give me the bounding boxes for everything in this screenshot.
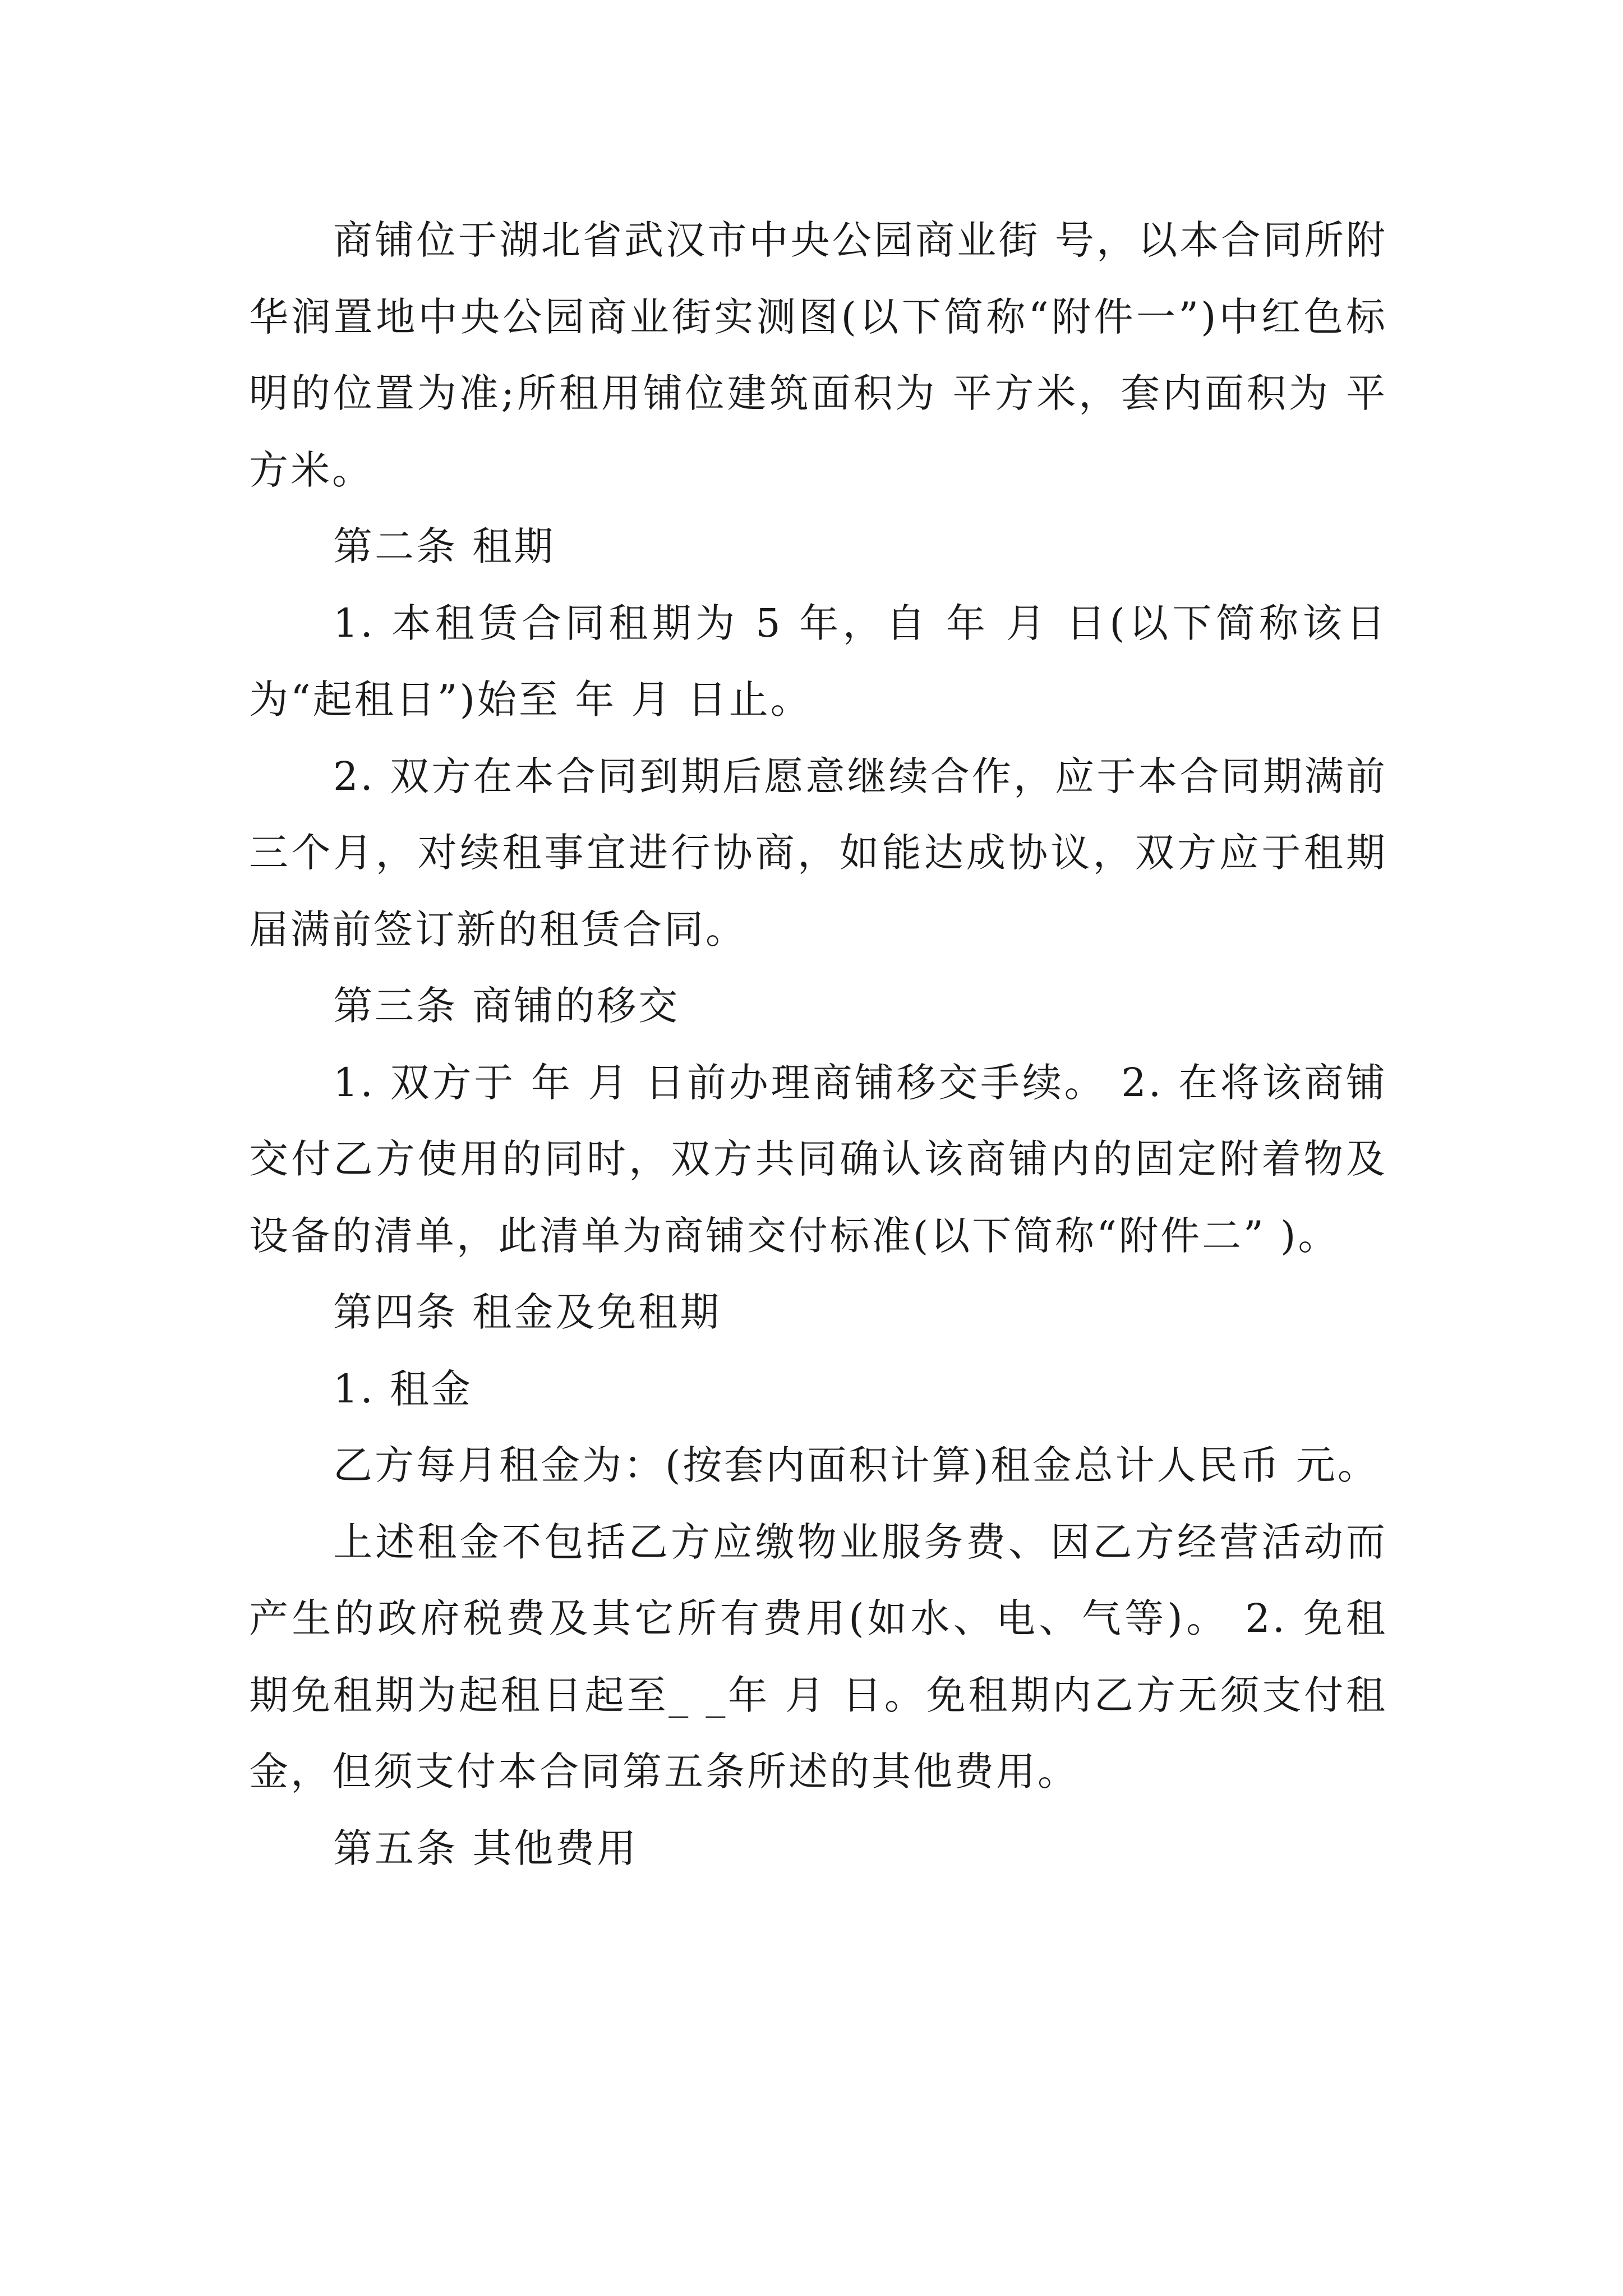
article-4-subheading-rent: 1. 租金 [333,1365,473,1412]
document-body [249,202,1387,1887]
article-4-rent-exclusions: 上述租金不包括乙方应缴物业服务费、因乙方经营活动而产生的政府税费及其它所有费用(如水、电、气等)。 2. 免租期免租期为起租日起至_ _年 月 日。免租期内乙方无须支付租金，但须支付本合同第五条所述的其他费用。 [249,1519,1387,1795]
article-2-clause-1: 1. 本租赁合同租期为 5 年，自 年 月 日(以下简称该日为“起租日”)始至 年 月 日止。 [249,600,1387,723]
paragraph-shop-location: 商铺位于湖北省武汉市中央公园商业街 号，以本合同所附华润置地中央公园商业街实测图(以下简称“附件一”)中红色标明的位置为准;所租用铺位建筑面积为 平方米，套内面积为 平方米。 [249,217,1387,493]
article-2-clause-2: 2. 双方在本合同到期后愿意继续合作，应于本合同期满前三个月，对续租事宜进行协商，如能达成协议，双方应于租期届满前签订新的租赁合同。 [249,753,1387,953]
article-3-heading: 第三条 商铺的移交 [333,983,680,1029]
article-5-heading: 第五条 其他费用 [333,1825,639,1871]
article-4-heading: 第四条 租金及免租期 [333,1289,722,1335]
article-2-heading: 第二条 租期 [333,523,556,569]
article-4-monthly-rent: 乙方每月租金为：(按套内面积计算)租金总计人民币 元。 [333,1442,1379,1488]
article-3-clauses: 1. 双方于 年 月 日前办理商铺移交手续。 2. 在将该商铺交付乙方使用的同时，双方共同确认该商铺内的固定附着物及设备的清单，此清单为商铺交付标准(以下简称“附件二” )。 [249,1059,1387,1259]
